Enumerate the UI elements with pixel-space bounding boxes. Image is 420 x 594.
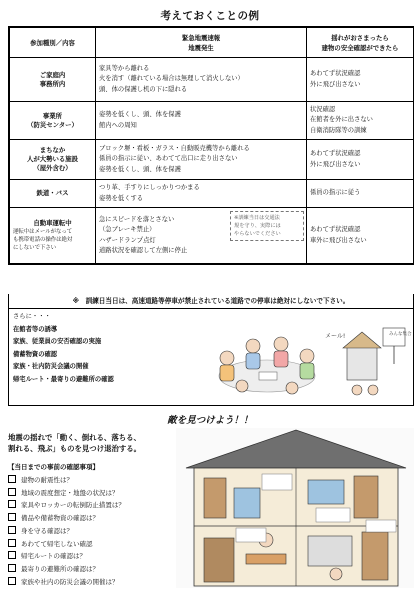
row-during: 家具等から離れる 火を消す（離れている場合は無理して消火しない） 頭、体の保護し机の下に隠れる xyxy=(96,58,307,102)
checkbox[interactable] xyxy=(8,500,16,508)
checkbox[interactable] xyxy=(8,564,16,572)
checklist-item: 備品や備蓄物資の確認は？ xyxy=(8,512,125,525)
table-row xyxy=(10,180,414,208)
checkbox[interactable] xyxy=(8,539,16,547)
checklist-item: 家具やロッカーの転倒防止措置は？ xyxy=(8,499,125,512)
section2-title: 敵を見つけよう！！ xyxy=(167,415,253,426)
checkbox[interactable] xyxy=(8,488,16,496)
checklist-item: 建物の耐震性は？ xyxy=(8,474,125,487)
checklist-item: 家族や社内の防災会議の開催は？ xyxy=(8,576,125,589)
row-after: あわてず状況確認 外に飛び出さない xyxy=(307,58,414,102)
row-during: ブロック塀・看板・ガラス・自動販売機等から離れる 係員の指示に従い、あわてて出口に走り出さない 姿勢を低くし、頭、体を保護 xyxy=(96,140,307,180)
family-meeting-illustration xyxy=(197,324,412,402)
row-place: 事業所 （防災センター） xyxy=(10,102,96,140)
checklist-heading: 【当日までの事前の確認事項】 xyxy=(8,463,99,471)
row-place: ご家庭内 事務所内 xyxy=(10,58,96,102)
practice-note: ※訓練当日は交通法 規を守り、実際には やらないでください xyxy=(230,211,304,241)
checklist-item: あわてて帰宅しない確認 xyxy=(8,538,125,551)
page-title: 考えておくことの例 xyxy=(160,10,260,22)
after-box xyxy=(8,308,414,406)
row-after: あわてず状況確認 外に飛び出さない xyxy=(307,140,414,180)
mail-label: メール! xyxy=(325,333,346,340)
checkbox[interactable] xyxy=(8,551,16,559)
header-after: 揺れがおさまったら 建物の安全確認ができたら xyxy=(307,28,414,58)
row-during: 急にスピードを落とさない （急ブレーキ禁止） ハザードランプ点灯 道路状況を確認して左側に停止 ※訓練当日は交通法 規を守り、実際には やらないでください xyxy=(96,208,307,264)
header-place: 参加種別／内容 xyxy=(10,28,96,58)
table-row xyxy=(10,208,414,264)
checklist-item: 帰宅ルートの確認は？ xyxy=(8,550,125,563)
row-after: 係員の指示に従う xyxy=(307,180,414,208)
row-during: つり革、手すりにしっかりつかまる 姿勢を低くする xyxy=(96,180,307,208)
row-after: 状況確認 在館者を外に出さない 自衛消防隊等の訓練 xyxy=(307,102,414,140)
checklist-item: 身を守る確認は？ xyxy=(8,525,125,538)
after-list: さらに・・・ 在館者等の誘導 家族、従業員の安否確認の実施 備蓄物資の確認 家族・社内防災会議の開催 帰宅ルート・最寄りの避難所の確認 xyxy=(13,313,114,383)
sign-label: みんな集合 xyxy=(389,332,412,337)
checklist-item: 地域の震度想定・地盤の状況は？ xyxy=(8,487,125,500)
checkbox[interactable] xyxy=(8,475,16,483)
row-after: あわてず状況確認 車外に飛び出さない xyxy=(307,208,414,264)
checkbox[interactable] xyxy=(8,577,16,585)
header-during: 緊急地震速報 地震発生 xyxy=(96,28,307,58)
lead-text: 地震の揺れで「動く、倒れる、落ちる、 割れる、飛ぶ」ものを見つけ退治する。 xyxy=(8,433,142,453)
row-during: 姿勢を低くし、頭、体を保護 館内への周知 xyxy=(96,102,307,140)
checklist xyxy=(8,474,125,588)
checkbox[interactable] xyxy=(8,513,16,521)
row-place: 鉄道・バス xyxy=(10,180,96,208)
checkbox[interactable] xyxy=(8,526,16,534)
warning-banner: ※ 訓練日当日は、高速道路等停車が禁止されている道路での停車は絶対にしないで下さい。 xyxy=(8,294,414,309)
table-row xyxy=(10,102,414,140)
checklist-item: 最寄りの避難所の確認は？ xyxy=(8,563,125,576)
action-table xyxy=(8,26,414,265)
table-row xyxy=(10,58,414,102)
house-hazard-illustration xyxy=(176,428,414,588)
row-place: 自動車運転中 運転中はメールがなって も携帯電話の操作は絶対 にしないで下さい xyxy=(10,208,96,264)
row-place: まちなか 人が大勢いる施設 （屋外含む） xyxy=(10,140,96,180)
table-row xyxy=(10,140,414,180)
